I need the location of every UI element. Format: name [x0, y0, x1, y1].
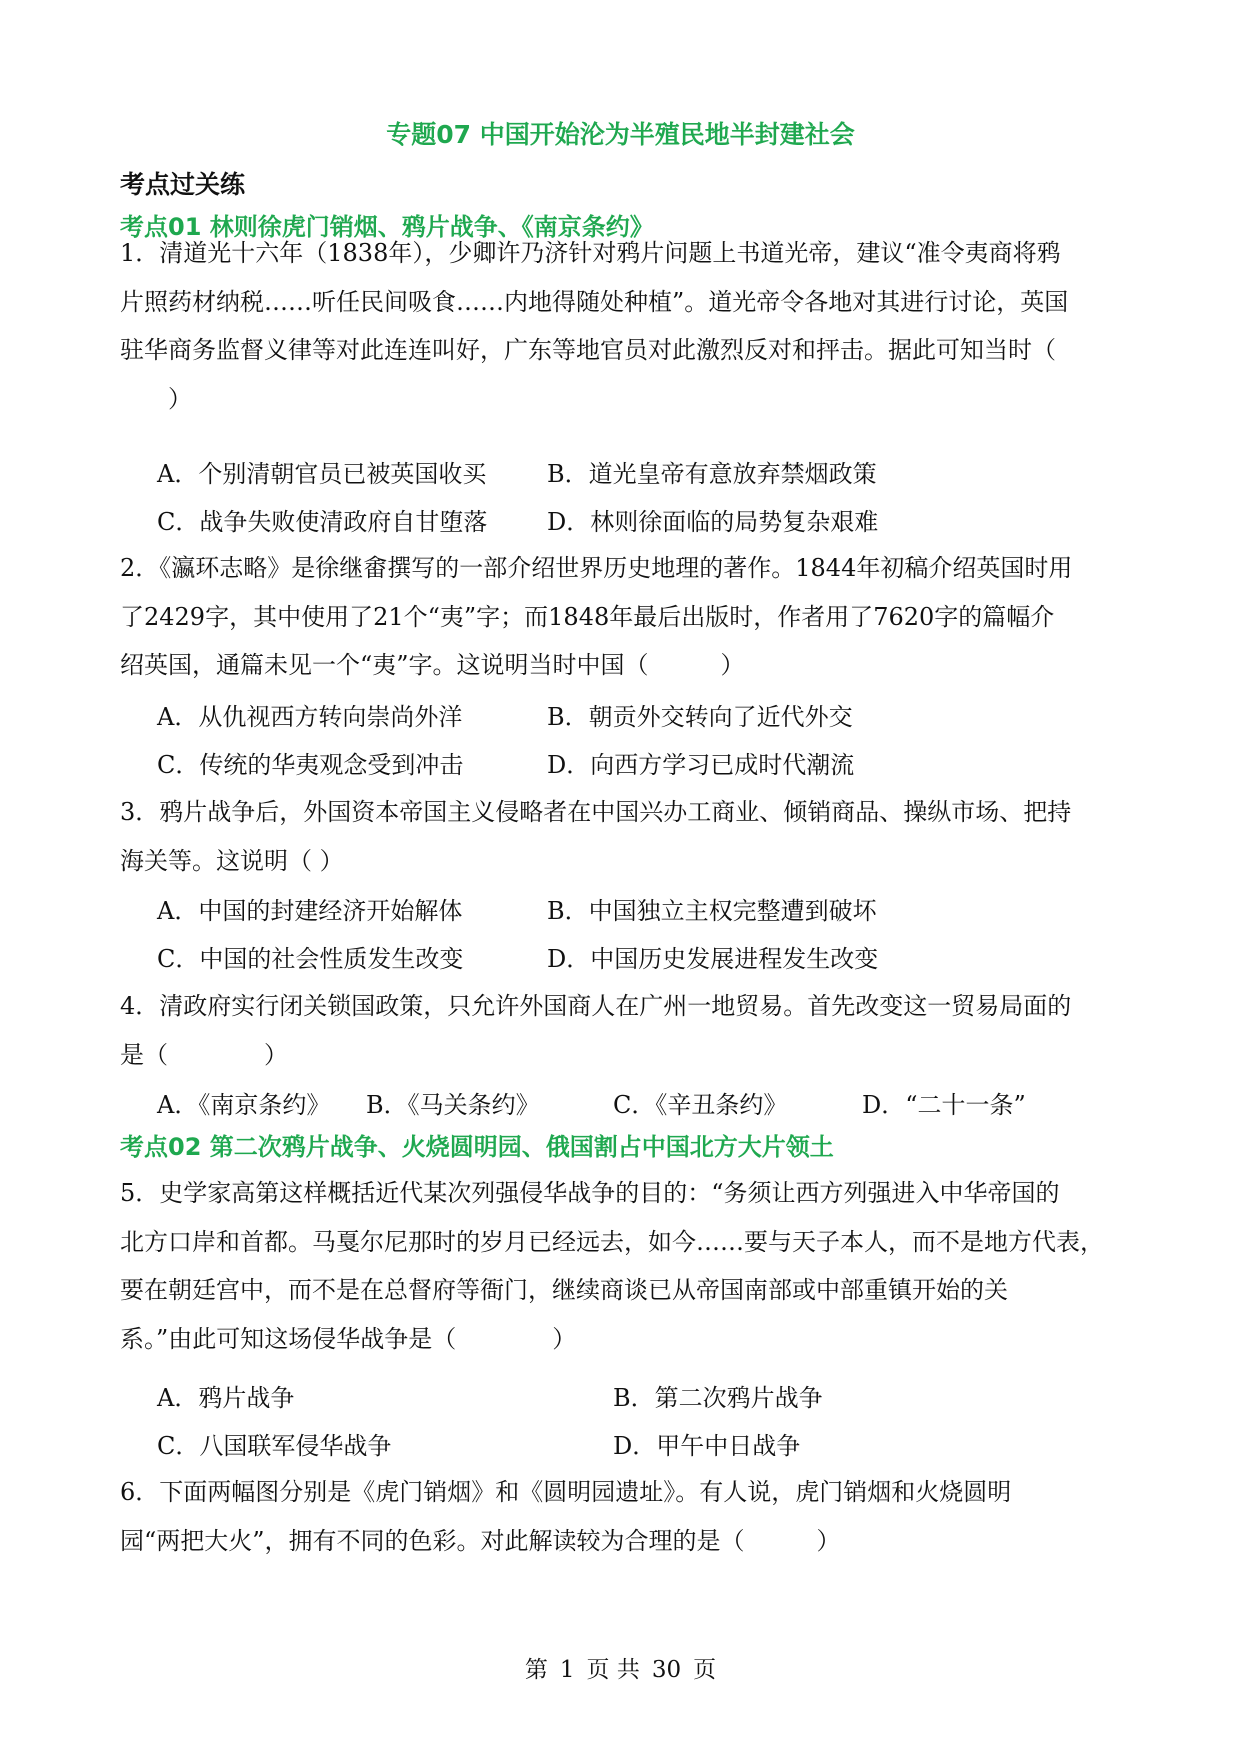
question-5	[120, 1169, 1130, 1363]
document-title: 专题07 中国开始沦为半殖民地半封建社会	[386, 120, 855, 149]
q5-option-b: B．第二次鸦片战争	[613, 1384, 823, 1412]
topic-heading-02: 考点02 第二次鸦片战争、火烧圆明园、俄国割占中国北方大片领土	[120, 1133, 834, 1161]
question-6-line: 园“两把大火”，拥有不同的色彩。对此解读较为合理的是（ ）	[120, 1526, 841, 1555]
question-4	[120, 982, 1130, 1079]
q2-option-b: B．朝贡外交转向了近代外交	[547, 703, 853, 731]
q5-option-a: A．鸦片战争	[157, 1384, 295, 1412]
question-5-line: 5．史学家高第这样概括近代某次列强侵华战争的目的：“务须让西方列强进入中华帝国的	[120, 1179, 1060, 1207]
question-2	[120, 544, 1130, 690]
question-3	[120, 788, 1130, 885]
topic-heading-01: 考点01 林则徐虎门销烟、鸦片战争、《南京条约》	[120, 213, 654, 241]
q4-option-a: A．《南京条约》	[157, 1091, 331, 1119]
q2-option-a: A．从仇视西方转向崇尚外洋	[157, 703, 463, 731]
q1-option-b: B．道光皇帝有意放弃禁烟政策	[547, 460, 877, 488]
question-1-line: 1．清道光十六年（1838年），少卿许乃济针对鸦片问题上书道光帝，建议“准令夷商将鸦	[120, 239, 1061, 267]
question-2-line: 2．《瀛环志略》是徐继畬撰写的一部介绍世界历史地理的著作。1844年初稿介绍英国时用	[120, 554, 1073, 582]
question-3-line: 3．鸦片战争后，外国资本帝国主义侵略者在中国兴办工商业、倾销商品、操纵市场、把持	[120, 798, 1072, 826]
footer-mid: 页 共	[586, 1657, 640, 1683]
section-label: 考点过关练	[120, 170, 246, 199]
question-3-line: 海关等。这说明（ ）	[120, 846, 344, 875]
q5-option-d: D．甲午中日战争	[613, 1432, 801, 1460]
footer-suffix: 页	[693, 1657, 717, 1683]
q1-option-c: C．战争失败使清政府自甘堕落	[157, 508, 488, 536]
question-6-line: 6．下面两幅图分别是《虎门销烟》和《圆明园遗址》。有人说，虎门销烟和火烧圆明	[120, 1478, 1012, 1506]
question-2-line: 绍英国，通篇未见一个“夷”字。这说明当时中国（ ）	[120, 651, 745, 679]
question-1-line: 片照药材纳税……听任民间吸食……内地得随处种植”。道光帝令各地对其进行讨论，英国	[120, 287, 1069, 316]
q3-option-b: B．中国独立主权完整遭到破坏	[547, 897, 877, 925]
q3-option-a: A．中国的封建经济开始解体	[157, 897, 463, 925]
question-1	[120, 229, 1130, 423]
question-5-line: 北方口岸和首都。马戛尔尼那时的岁月已经远去，如今……要与天子本人，而不是地方代表，	[120, 1227, 1104, 1256]
q2-option-c: C．传统的华夷观念受到冲击	[157, 751, 464, 779]
footer-total-pages: 30	[651, 1657, 682, 1683]
q4-option-b: B．《马关条约》	[366, 1091, 540, 1119]
question-6	[120, 1468, 1130, 1565]
q3-option-c: C．中国的社会性质发生改变	[157, 945, 464, 973]
q3-option-d: D．中国历史发展进程发生改变	[547, 945, 879, 973]
footer-page-number: 1	[559, 1657, 575, 1683]
question-4-line: 是（ ）	[120, 1040, 288, 1069]
question-2-line: 了2429字，其中使用了21个“夷”字；而1848年最后出版时，作者用了7620字的篇幅介	[120, 602, 1055, 631]
question-4-line: 4．清政府实行闭关锁国政策，只允许外国商人在广州一地贸易。首先改变这一贸易局面的	[120, 992, 1072, 1020]
question-5-line: 要在朝廷宫中，而不是在总督府等衙门，继续商谈已从帝国南部或中部重镇开始的关	[120, 1276, 1008, 1304]
footer-prefix: 第	[524, 1657, 548, 1683]
q4-option-c: C．《辛丑条约》	[613, 1091, 788, 1119]
q1-option-d: D．林则徐面临的局势复杂艰难	[547, 508, 879, 536]
q4-option-d: D．“二十一条”	[862, 1091, 1026, 1119]
q1-option-a: A．个别清朝官员已被英国收买	[157, 460, 487, 488]
q2-option-d: D．向西方学习已成时代潮流	[547, 751, 855, 779]
question-5-line: 系。”由此可知这场侵华战争是（ ）	[120, 1324, 577, 1353]
q5-option-c: C．八国联军侵华战争	[157, 1432, 392, 1460]
question-1-line: ）	[120, 384, 192, 413]
page-footer	[0, 1655, 1241, 1685]
question-1-line: 驻华商务监督义律等对此连连叫好，广东等地官员对此激烈反对和抨击。据此可知当时（	[120, 336, 1056, 364]
